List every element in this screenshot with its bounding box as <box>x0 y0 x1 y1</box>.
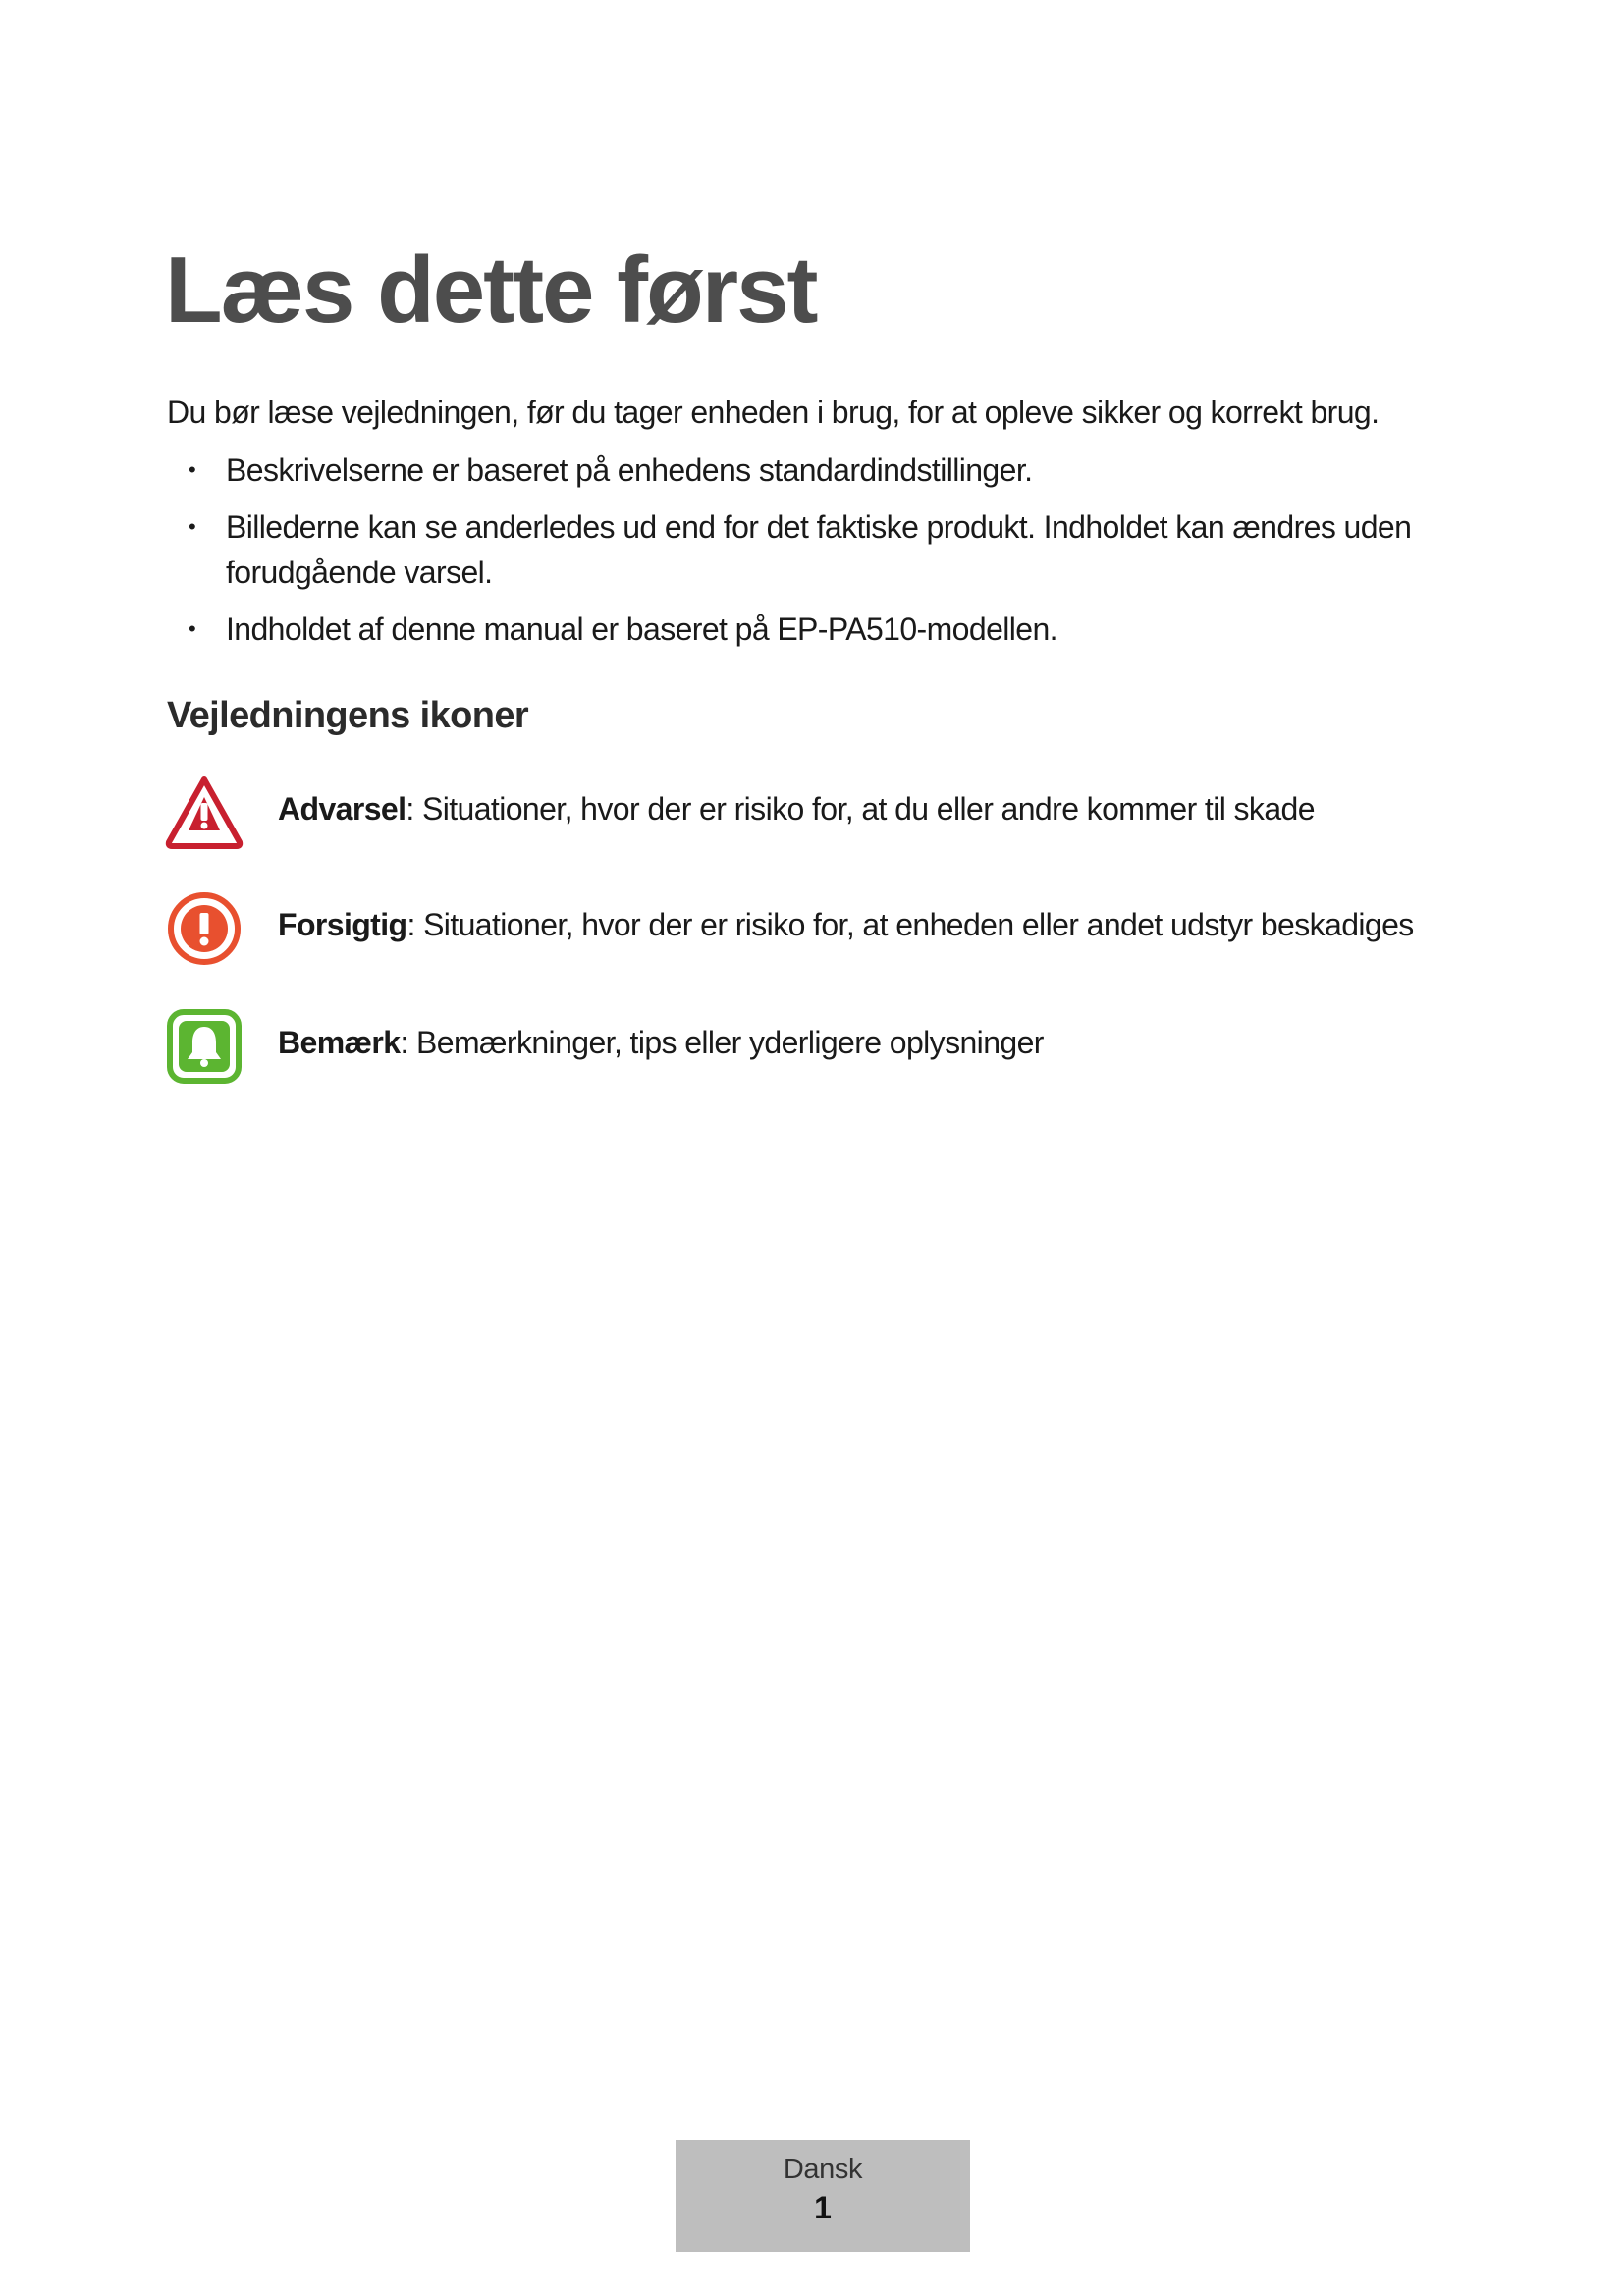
note-bell-icon <box>165 1007 244 1086</box>
page-number: 1 <box>814 2190 832 2225</box>
bullet-item <box>167 607 1483 652</box>
note-description <box>278 1021 1044 1064</box>
note-term: Bemærk <box>278 1025 401 1060</box>
caution-description <box>278 903 1414 946</box>
bullet-item <box>167 505 1483 595</box>
icon-legend-warning <box>165 774 1481 852</box>
bullet-dot-icon: • <box>189 514 196 539</box>
warning-text: : Situationer, hvor der er risiko for, at du eller andre kommer til skade <box>406 791 1315 827</box>
bullet-dot-icon: • <box>189 616 196 641</box>
intro-paragraph: Du bør læse vejledningen, før du tager enheden i brug, for at opleve sikker og korrekt brug. <box>167 395 1380 430</box>
caution-circle-icon <box>165 889 244 968</box>
page-footer <box>676 2140 970 2252</box>
warning-description <box>278 787 1315 830</box>
section-heading: Vejledningens ikoner <box>167 695 529 736</box>
caution-term: Forsigtig <box>278 907 407 942</box>
bullet-text: Indholdet af denne manual er baseret på EP-PA510-modellen. <box>226 612 1057 647</box>
bullet-text: Billederne kan se anderledes ud end for det faktiske produkt. Indholdet kan ændres uden forudgående varsel. <box>226 509 1412 590</box>
bullet-dot-icon: • <box>189 457 196 482</box>
warning-triangle-icon <box>165 774 244 852</box>
bullet-text: Beskrivelserne er baseret på enhedens standardindstillinger. <box>226 453 1033 488</box>
caution-text: : Situationer, hvor der er risiko for, at enheden eller andet udstyr beskadiges <box>406 907 1414 942</box>
icon-legend-caution <box>165 889 1481 968</box>
warning-term: Advarsel <box>278 791 406 827</box>
note-text: : Bemærkninger, tips eller yderligere oplysninger <box>400 1025 1044 1060</box>
page-title: Læs dette først <box>165 238 817 343</box>
bullet-list <box>167 448 1483 664</box>
footer-language: Dansk <box>783 2154 863 2185</box>
icon-legend-note <box>165 1007 1481 1086</box>
bullet-item <box>167 448 1483 493</box>
